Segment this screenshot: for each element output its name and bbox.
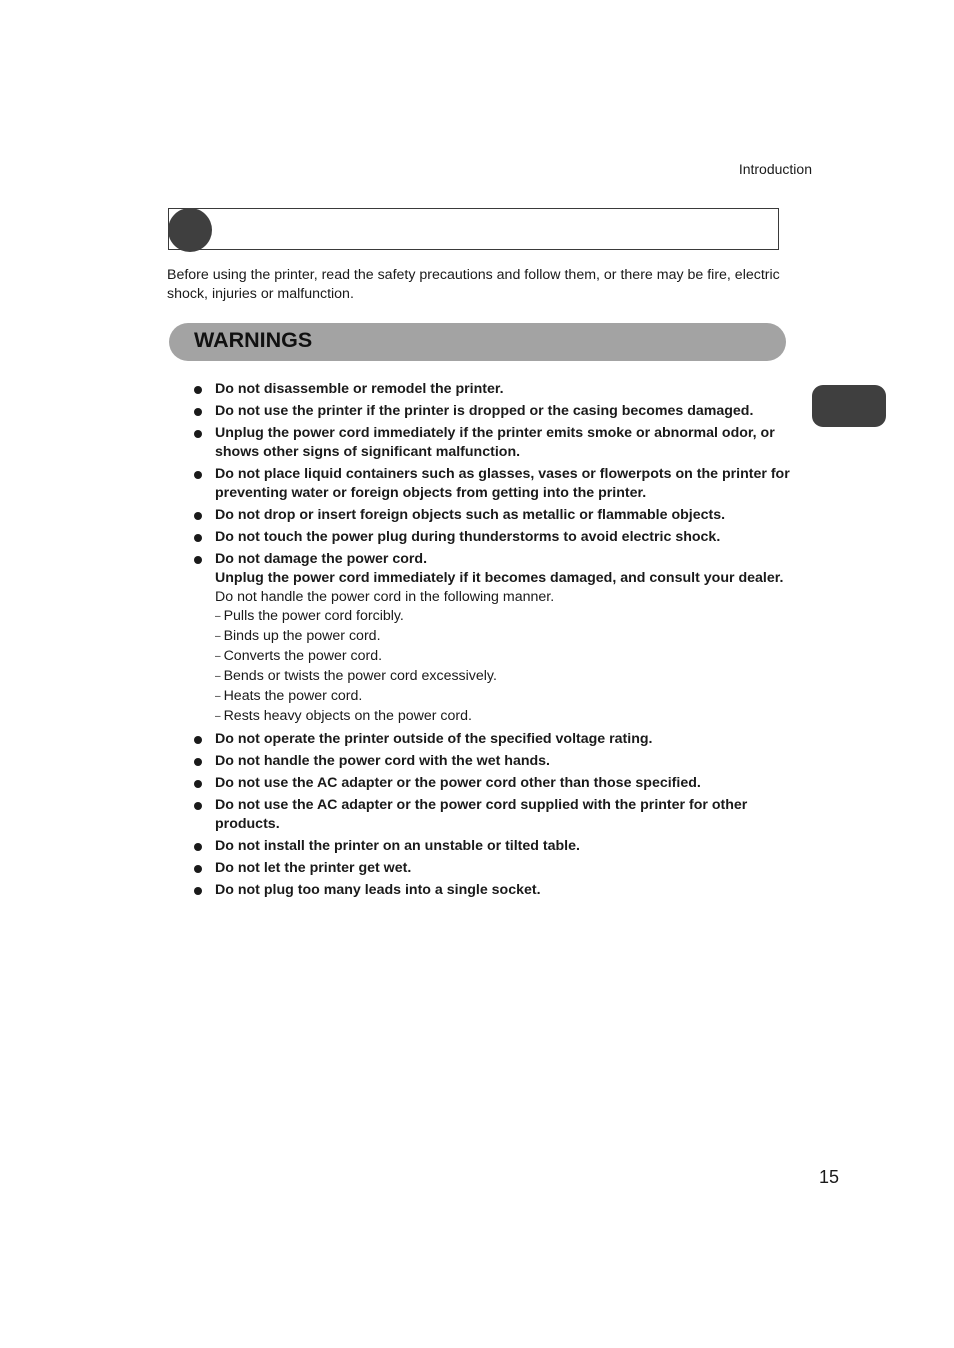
running-head: Introduction: [738, 161, 812, 177]
list-item: Do not install the printer on an unstable or tilted table.: [193, 837, 793, 856]
bullet-icon: [194, 512, 202, 520]
sub-item: – Pulls the power cord forcibly.: [215, 608, 404, 624]
bullet-icon: [194, 865, 202, 873]
list-item: Do not use the printer if the printer is dropped or the casing becomes damaged.: [193, 402, 793, 421]
list-item: Do not touch the power plug during thunderstorms to avoid electric shock.: [193, 528, 793, 547]
section-title-box: [168, 208, 779, 250]
bullet-icon: [194, 386, 202, 394]
dash-icon: –: [215, 691, 221, 702]
list-item: Do not operate the printer outside of the specified voltage rating.: [193, 730, 793, 749]
dash-icon: –: [215, 631, 221, 642]
bullet-icon: [194, 408, 202, 416]
list-item: Unplug the power cord immediately if the printer emits smoke or abnormal odor, or shows other signs of significant malfunction.: [193, 424, 793, 462]
sub-item: – Heats the power cord.: [215, 688, 363, 704]
power-cord-note: Do not handle the power cord in the following manner.: [215, 589, 555, 605]
page-number: 15: [818, 1167, 839, 1187]
warnings-list: [193, 380, 793, 903]
list-item: Do not handle the power cord with the wet hands.: [193, 752, 793, 771]
dash-icon: –: [215, 671, 221, 682]
power-cord-title: Do not damage the power cord.: [215, 551, 428, 567]
list-item: Do not let the printer get wet.: [193, 859, 793, 878]
dash-icon: –: [215, 651, 221, 662]
list-item: Do not use the AC adapter or the power cord supplied with the printer for other products.: [193, 796, 793, 834]
intro-paragraph: Before using the printer, read the safety precautions and follow them, or there may be fire, electric shock, injuries or malfunction.: [167, 267, 780, 302]
bullet-icon: [194, 758, 202, 766]
sub-item: – Binds up the power cord.: [215, 628, 381, 644]
dash-icon: –: [215, 611, 221, 622]
chapter-tab: [812, 385, 886, 427]
warnings-banner: [169, 323, 786, 361]
bullet-icon: [194, 471, 202, 479]
list-item: Do not drop or insert foreign objects such as metallic or flammable objects.: [193, 506, 793, 525]
bullet-icon: [194, 556, 202, 564]
list-item: Do not plug too many leads into a single socket.: [193, 881, 793, 900]
bullet-icon: [194, 887, 202, 895]
section-marker-circle: [168, 208, 212, 252]
sub-item: – Rests heavy objects on the power cord.: [215, 708, 472, 724]
list-item: Do not disassemble or remodel the printer.: [193, 380, 793, 399]
bullet-icon: [194, 736, 202, 744]
list-item-power-cord: [193, 550, 793, 727]
list-item: Do not use the AC adapter or the power cord other than those specified.: [193, 774, 793, 793]
bullet-icon: [194, 780, 202, 788]
list-item: Do not place liquid containers such as glasses, vases or flowerpots on the printer for preventing water or foreign objects from getting into the printer.: [193, 465, 793, 503]
warnings-title: WARNINGS: [194, 328, 313, 352]
bullet-icon: [194, 843, 202, 851]
sub-item: – Converts the power cord.: [215, 648, 383, 664]
bullet-icon: [194, 534, 202, 542]
bullet-icon: [194, 802, 202, 810]
bullet-icon: [194, 430, 202, 438]
dash-icon: –: [215, 711, 221, 722]
sub-item: – Bends or twists the power cord excessively.: [215, 668, 497, 684]
power-cord-bold-note: Unplug the power cord immediately if it becomes damaged, and consult your dealer.: [215, 570, 784, 586]
